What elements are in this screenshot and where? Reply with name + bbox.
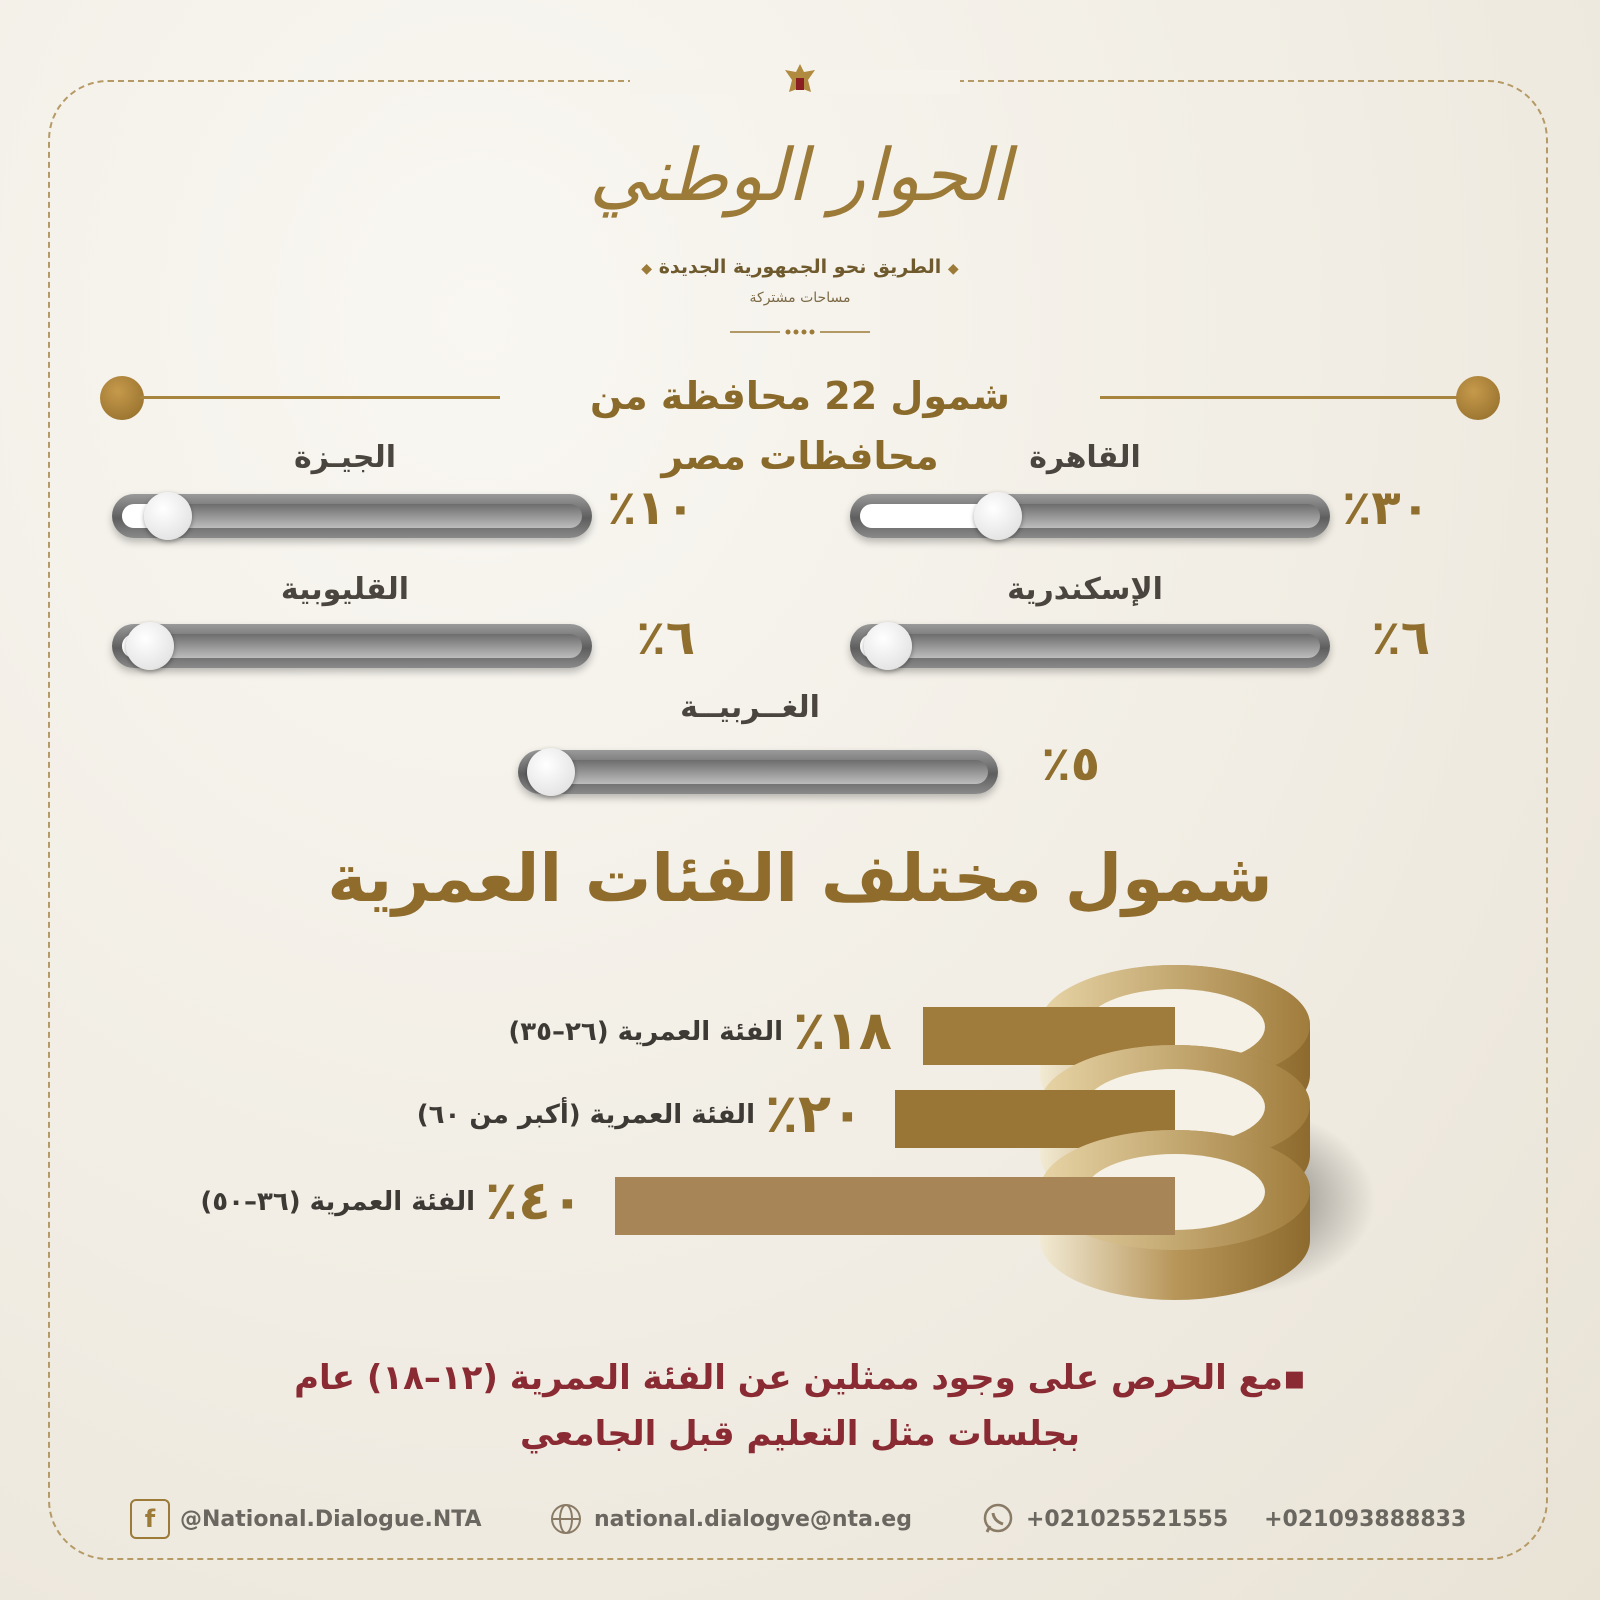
- note-line-1-text: مع الحرص على وجود ممثلين عن الفئة العمرية (١٢–١٨) عام: [294, 1358, 1283, 1398]
- age-category-label: الفئة العمرية (أكبر من ٦٠): [416, 1100, 755, 1130]
- note-line-2: بجلسات مثل التعليم قبل الجامعي: [519, 1414, 1081, 1454]
- governorate-percent: ١٠٪: [607, 480, 695, 536]
- governorate-label: الإسكندرية: [1007, 572, 1163, 607]
- bar-knob: [144, 492, 192, 540]
- governorate-bar: [112, 624, 592, 668]
- logo-calligraphy: الحوار الوطني: [589, 133, 1011, 217]
- right-line: [1100, 396, 1460, 399]
- globe-icon: [548, 1501, 584, 1537]
- bar-track: [122, 634, 582, 658]
- governorates-title: شمول 22 محافظة من محافظات مصر: [589, 374, 1011, 478]
- email-address[interactable]: national.dialogve@nta.eg: [594, 1506, 912, 1532]
- bar-knob: [126, 622, 174, 670]
- footer-email[interactable]: [548, 1494, 912, 1544]
- bar-knob: [864, 622, 912, 670]
- governorate-bar: [850, 494, 1330, 538]
- governorate-label: الجيـزة: [293, 440, 397, 475]
- age-category-label: الفئة العمرية (٢٦–٣٥): [508, 1017, 783, 1047]
- bar-knob: [527, 748, 575, 796]
- governorate-label: القاهرة: [1029, 440, 1141, 475]
- whatsapp-icon: [980, 1501, 1016, 1537]
- bar-track: [860, 504, 1320, 528]
- bullet-icon: ▪: [1282, 1358, 1306, 1398]
- bar-knob: [974, 492, 1022, 540]
- governorate-percent: ٥٪: [1041, 736, 1100, 792]
- subtagline: مساحات مشتركة: [749, 290, 851, 306]
- right-dot-icon: [1456, 376, 1500, 420]
- bar-track: [528, 760, 988, 784]
- eagle-emblem-icon: [775, 62, 825, 102]
- left-line: [140, 396, 500, 399]
- governorate-percent: ٦٪: [636, 610, 695, 666]
- footer-facebook[interactable]: [130, 1494, 482, 1544]
- age-percent: ٤٠٪: [485, 1169, 584, 1232]
- tagline-text: الطريق نحو الجمهورية الجديدة: [658, 256, 942, 278]
- facebook-icon: f: [130, 1499, 170, 1539]
- age-percent: ١٨٪: [793, 999, 892, 1062]
- age-bar: [615, 1177, 1175, 1235]
- governorate-bar: [518, 750, 998, 794]
- footer-phones: [980, 1494, 1466, 1544]
- governorate-bar: [850, 624, 1330, 668]
- governorate-label: القليوبية: [280, 572, 410, 607]
- diamond-icon: ◆: [641, 261, 653, 277]
- age-category-label: الفئة العمرية (٣٦–٥٠): [200, 1187, 475, 1217]
- bar-track: [860, 634, 1320, 658]
- ring-stack: [615, 965, 1310, 1300]
- age-section-title: شمول مختلف الفئات العمرية: [327, 840, 1273, 917]
- ornament-divider-icon: [730, 326, 870, 338]
- governorate-label: الغــربيــة: [680, 690, 820, 725]
- governorate-percent: ٦٪: [1371, 610, 1430, 666]
- governorate-bar: [112, 494, 592, 538]
- governorate-percent: ٣٠٪: [1342, 480, 1430, 536]
- tagline: [600, 256, 1000, 278]
- phone-1[interactable]: +021025521555: [1026, 1506, 1229, 1532]
- note-line-1: [200, 1358, 1400, 1398]
- phone-2[interactable]: +021093888833: [1264, 1506, 1467, 1532]
- age-percent: ٢٠٪: [765, 1082, 864, 1145]
- facebook-handle[interactable]: @National.Dialogue.NTA: [180, 1506, 482, 1532]
- diamond-icon: ◆: [947, 261, 959, 277]
- left-dot-icon: [100, 376, 144, 420]
